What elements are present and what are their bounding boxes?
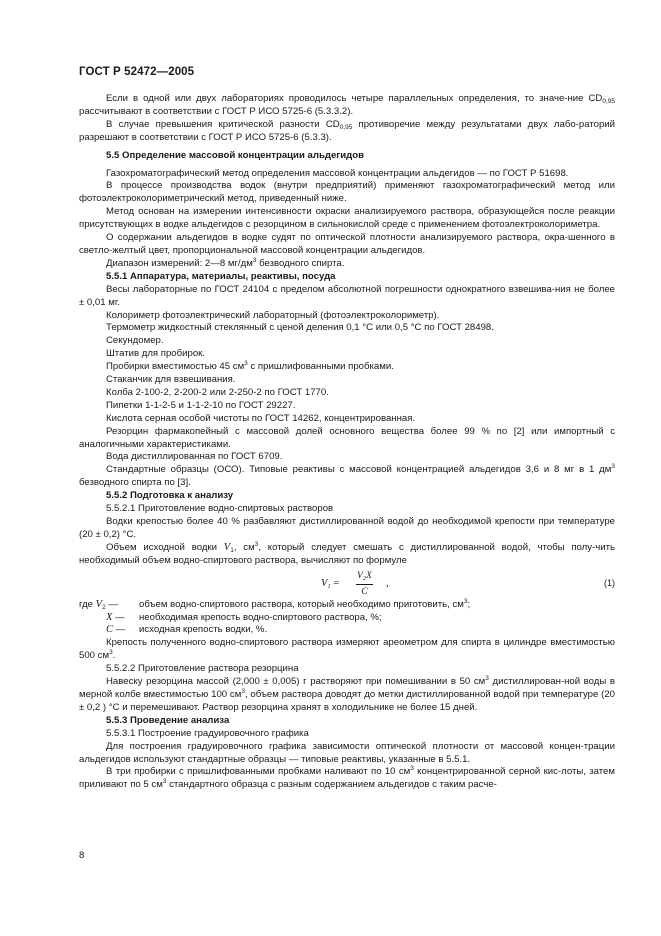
paragraph <box>79 637 615 663</box>
text: Объем исходной водки <box>106 541 224 553</box>
text: Диапазон измерений: 2—8 мг/дм <box>106 257 253 269</box>
variable: V <box>321 577 328 589</box>
text: рассчитывают в соответствии с ГОСТ Р ИСО 5725-6 (5.3.3.2). <box>79 105 354 117</box>
paragraph: Пипетки 1-1-2-5 и 1-1-2-10 по ГОСТ 29227. <box>106 399 296 411</box>
dash: — <box>112 611 125 623</box>
subscript: 2 <box>362 574 367 582</box>
paragraph <box>79 464 615 490</box>
subscript: 1 <box>327 582 331 590</box>
paragraph: Газохроматографический метод определения массовой концентрации альдегидов — по ГОСТ Р 51698. <box>106 167 569 179</box>
text: где <box>79 598 96 610</box>
subscript: 2 <box>102 603 106 611</box>
text: В три пробирки с пришлифованными пробками наливают по 10 см <box>106 766 411 778</box>
dash: — <box>105 598 118 610</box>
subsection-heading: 5.5.3.1 Построение градуировочного графика <box>106 727 309 739</box>
superscript: 3 <box>241 687 245 695</box>
numerator <box>356 570 373 585</box>
paragraph: Термометр жидкостный стеклянный с ценой деления 0,1 °С или 0,5 °С по ГОСТ 28498. <box>106 322 494 334</box>
paragraph <box>79 542 615 568</box>
variable: C <box>106 624 114 636</box>
section-heading: 5.5.1 Аппаратура, материалы, реактивы, посуда <box>106 270 336 282</box>
text: , см <box>233 541 255 553</box>
superscript: 3 <box>109 649 113 657</box>
page-number: 8 <box>79 850 85 861</box>
text: Пробирки вместимостью 45 см <box>106 361 245 373</box>
formula-comma: , <box>386 577 389 589</box>
variable: V <box>95 598 103 610</box>
fraction <box>356 570 373 599</box>
paragraph: Колориметр фотоэлектрический лабораторный (фотоэлектроколориметр). <box>106 309 440 321</box>
variable: X <box>106 611 113 623</box>
section-heading: 5.5.2 Подготовка к анализу <box>106 490 234 502</box>
text: стандартного образца с разным содержанием альдегидов с таким расче- <box>166 779 497 791</box>
text: ; <box>467 598 471 610</box>
paragraph: Метод основан на измерении интенсивности окраски анализируемого раствора, образующейся после реакции присутствующих в водке альдегидов с резорцином в сильнокислой среде с применением фотоэлектроколориметра. <box>79 206 615 231</box>
text: Если в одной или двух лабораториях проводилось четыре параллельных определения, то значе-ние CD <box>106 93 603 104</box>
superscript: 3 <box>252 256 257 264</box>
paragraph: Кислота серная особой чистоты по ГОСТ 14262, концентрированная. <box>106 412 416 424</box>
text: с пришлифованными пробками. <box>247 361 394 373</box>
page-header-title: ГОСТ Р 52472—2005 <box>79 66 195 78</box>
where-symbol <box>79 612 139 625</box>
text: дистиллирован-ной воды в мерной колбе вместимостью 100 см <box>79 676 616 700</box>
text: Крепость полученного водно-спиртового раствора измеряют ареометром для спирта в цилиндре вместимостью 500 см <box>79 637 615 662</box>
where-item <box>79 599 615 612</box>
subsection-heading: 5.5.2.1 Приготовление водно-спиртовых растворов <box>106 503 334 515</box>
text: В случае превышения критической разности CD <box>106 118 340 130</box>
superscript: 3 <box>410 765 414 773</box>
formula <box>79 570 615 597</box>
paragraph <box>79 258 615 271</box>
paragraph <box>79 766 615 792</box>
where-item <box>79 612 615 625</box>
paragraph: Стаканчик для взвешивания. <box>106 374 236 386</box>
document-body <box>79 93 615 792</box>
equation-number: (1) <box>604 577 615 588</box>
where-symbol <box>79 599 139 612</box>
superscript: 3 <box>485 675 489 683</box>
paragraph: Штатив для пробирок. <box>106 348 206 360</box>
paragraph <box>79 676 615 715</box>
paragraph <box>79 93 615 119</box>
variable: X <box>366 570 372 581</box>
superscript: 3 <box>162 778 167 786</box>
text: концентрированной серной кис-лоты, затем приливают по 5 см <box>79 766 615 791</box>
dash: — <box>113 624 126 636</box>
paragraph: Вода дистиллированная по ГОСТ 6709. <box>106 451 283 463</box>
subscript: 0,95 <box>602 98 615 105</box>
text: , объем раствора доводят до метки дистиллированной водой при температуре (20 ± 0,2 ) °С и перемешивают. Раствор резорцина хранят в холодильнике не более 15 дней. <box>79 688 615 713</box>
paragraph: Весы лабораторные по ГОСТ 24104 с пределом абсолютной погрешности однократного взвешива-ния не более ± 0,01 мг. <box>79 283 615 308</box>
formula-lhs <box>321 578 339 591</box>
where-text: исходная крепость водки, %. <box>139 624 268 636</box>
denominator: C <box>361 586 368 597</box>
subscript: 1 <box>230 546 234 554</box>
paragraph <box>79 119 615 145</box>
subscript: 0,95 <box>339 123 353 131</box>
text: объем водно-спиртового раствора, который необходимо приготовить, см <box>139 598 464 610</box>
where-item <box>79 624 615 637</box>
section-heading: 5.5 Определение массовой концентрации альдегидов <box>106 149 365 161</box>
paragraph: В процессе производства водок (внутри предприятий) применяют газохроматографический метод или фотоэлектроколориметрический метод, приведенный ниже. <box>79 180 615 205</box>
subsection-heading: 5.5.2.2 Приготовление раствора резорцина <box>106 663 299 675</box>
text: противоречие между результатами двух лабо-раторий разрешают в соответствии с ГОСТ Р ИСО 5725-6 (5.3.3). <box>79 118 615 143</box>
text: Навеску резорцина массой (2,000 ± 0,005) г растворяют при помешивании в 50 см <box>106 676 486 688</box>
text: безводного спирта. <box>256 257 345 269</box>
paragraph: Водки крепостью более 40 % разбавляют дистиллированной водой до необходимой крепости при температуре (20 ± 0,2) °С. <box>79 516 615 540</box>
equals-sign: = <box>330 577 340 589</box>
paragraph: Колба 2-100-2, 2-200-2 или 2-250-2 по ГОСТ 1770. <box>106 386 329 398</box>
superscript: 3 <box>244 360 248 368</box>
variable: V <box>357 570 363 581</box>
text: . <box>112 650 116 662</box>
variable: V <box>223 541 231 553</box>
paragraph <box>79 361 615 374</box>
paragraph: Секундомер. <box>106 335 164 347</box>
superscript: 3 <box>463 597 468 605</box>
paragraph: О содержании альдегидов в водке судят по оптической плотности анализируемого раствора, окра-шенного в светло-желтый цвет, пропорциональной массовой концентрации альдегидов. <box>79 232 615 256</box>
where-symbol <box>79 624 139 637</box>
paragraph: Резорцин фармакопейный с массовой долей основного вещества более 99 % по [2] или импортный с аналогичными характеристиками. <box>79 425 615 450</box>
where-text: необходимая крепость водно-спиртового раствора, %; <box>139 611 382 623</box>
where-text <box>139 599 615 612</box>
superscript: 3 <box>611 463 615 471</box>
text: , который следует смешать с дистиллированной водой, чтобы полу-чить необходимый объем водно-спиртового раствора, вычисляют по формуле <box>79 541 615 566</box>
paragraph: Для построения градуировочного графика зависимости оптической плотности от массовой концен-трации альдегидов используют стандартные образцы — типовые реактивы, указанные в 5.5.1. <box>79 740 615 765</box>
text: Стандартные образцы (ОСО). Типовые реактивы с массовой концентрацией альдегидов 3,6 и 8 мг в 1 дм <box>106 464 612 476</box>
section-heading: 5.5.3 Проведение анализа <box>106 714 230 726</box>
text: безводного спирта по [3]. <box>79 477 191 489</box>
superscript: 3 <box>254 540 259 548</box>
